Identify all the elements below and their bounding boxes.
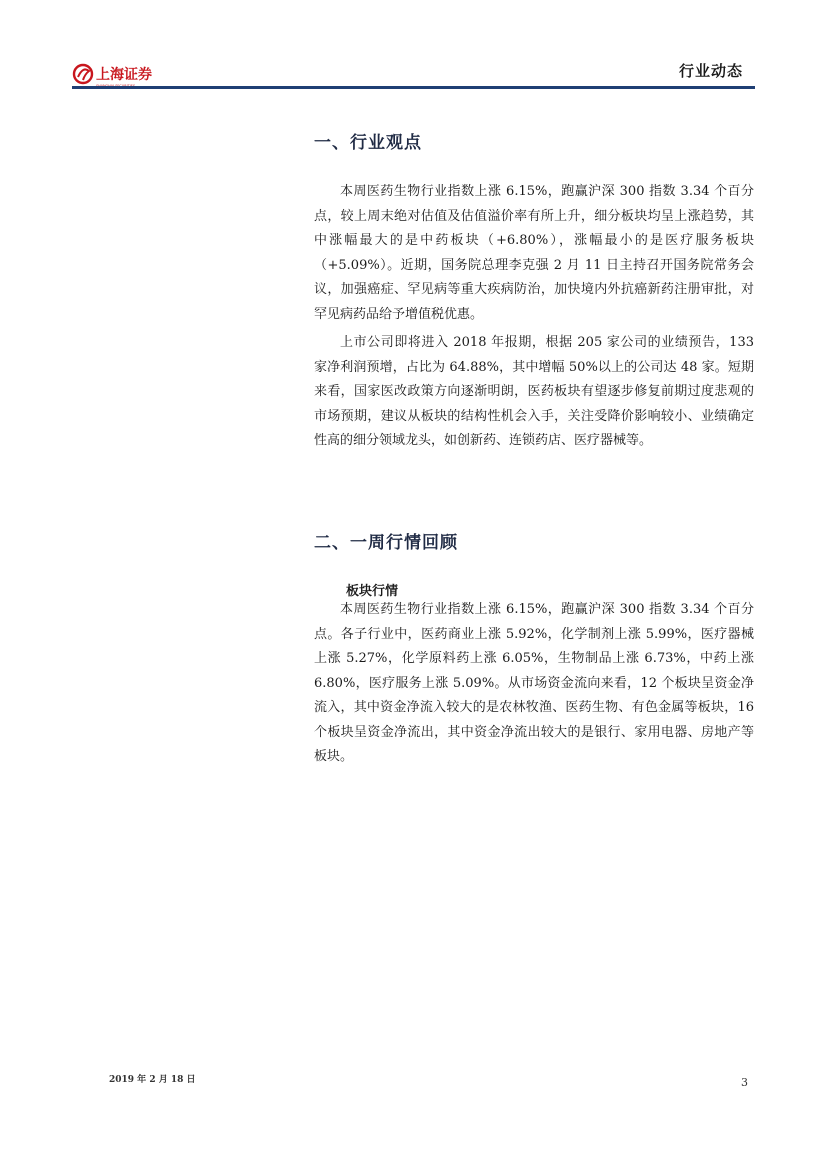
document-category-title: 行业动态: [678, 62, 743, 80]
page-number: 3: [741, 1076, 748, 1089]
paragraph-sector-performance: 本周医药生物行业指数上涨 6.15%，跑赢沪深 300 指数 3.34 个百分点。各子行业中，医药商业上涨 5.92%，化学制剂上涨 5.99%，医疗器械上涨 5.27%，化学原料药上涨 6.05%，生物制品上涨 6.73%，中药上涨 6.80%，医疗服务上涨 5.09%。从市场资金流向来看，12 个板块呈资金净流入，其中资金净流入较大的是农林牧渔、医药生物、有色金属等板块，16 个板块呈资金净流出，其中资金净流出较大的是银行、家用电器、房地产等板块。: [314, 602, 754, 764]
footer-date: 2019 年 2 月 18 日: [109, 1075, 196, 1085]
logo-text: 上海证券: [96, 67, 152, 83]
subheading-sector-performance: 板块行情: [346, 584, 399, 599]
paragraph-industry-view-1: 本周医药生物行业指数上涨 6.15%，跑赢沪深 300 指数 3.34 个百分点，较上周末绝对估值及估值溢价率有所上升，细分板块均呈上涨趋势，其中涨幅最大的是中药板块（+6.80%），涨幅最小的是医疗服务板块（+5.09%）。近期，国务院总理李克强 2 月 11 日主持召开国务院常务会议，加强癌症、罕见病等重大疾病防治，加快境内外抗癌新药注册审批，对罕见病药品给予增值税优惠。: [314, 184, 754, 322]
section-title-industry-view: 一、行业观点: [314, 133, 422, 153]
paragraph-industry-view-2: 上市公司即将进入 2018 年报期，根据 205 家公司的业绩预告，133 家净利润预增，占比为 64.88%，其中增幅 50%以上的公司达 48 家。短期来看，国家医改政策方向逐渐明朗，医药板块有望逐步修复前期过度悲观的市场预期，建议从板块的结构性机会入手，关注受降价影响较小、业绩确定性高的细分领域龙头，如创新药、连锁药店、医疗器械等。: [314, 335, 754, 448]
section-title-weekly-review: 二、一周行情回顾: [314, 533, 458, 553]
header-rule: [72, 86, 755, 89]
logo-emblem-icon: [74, 65, 92, 83]
